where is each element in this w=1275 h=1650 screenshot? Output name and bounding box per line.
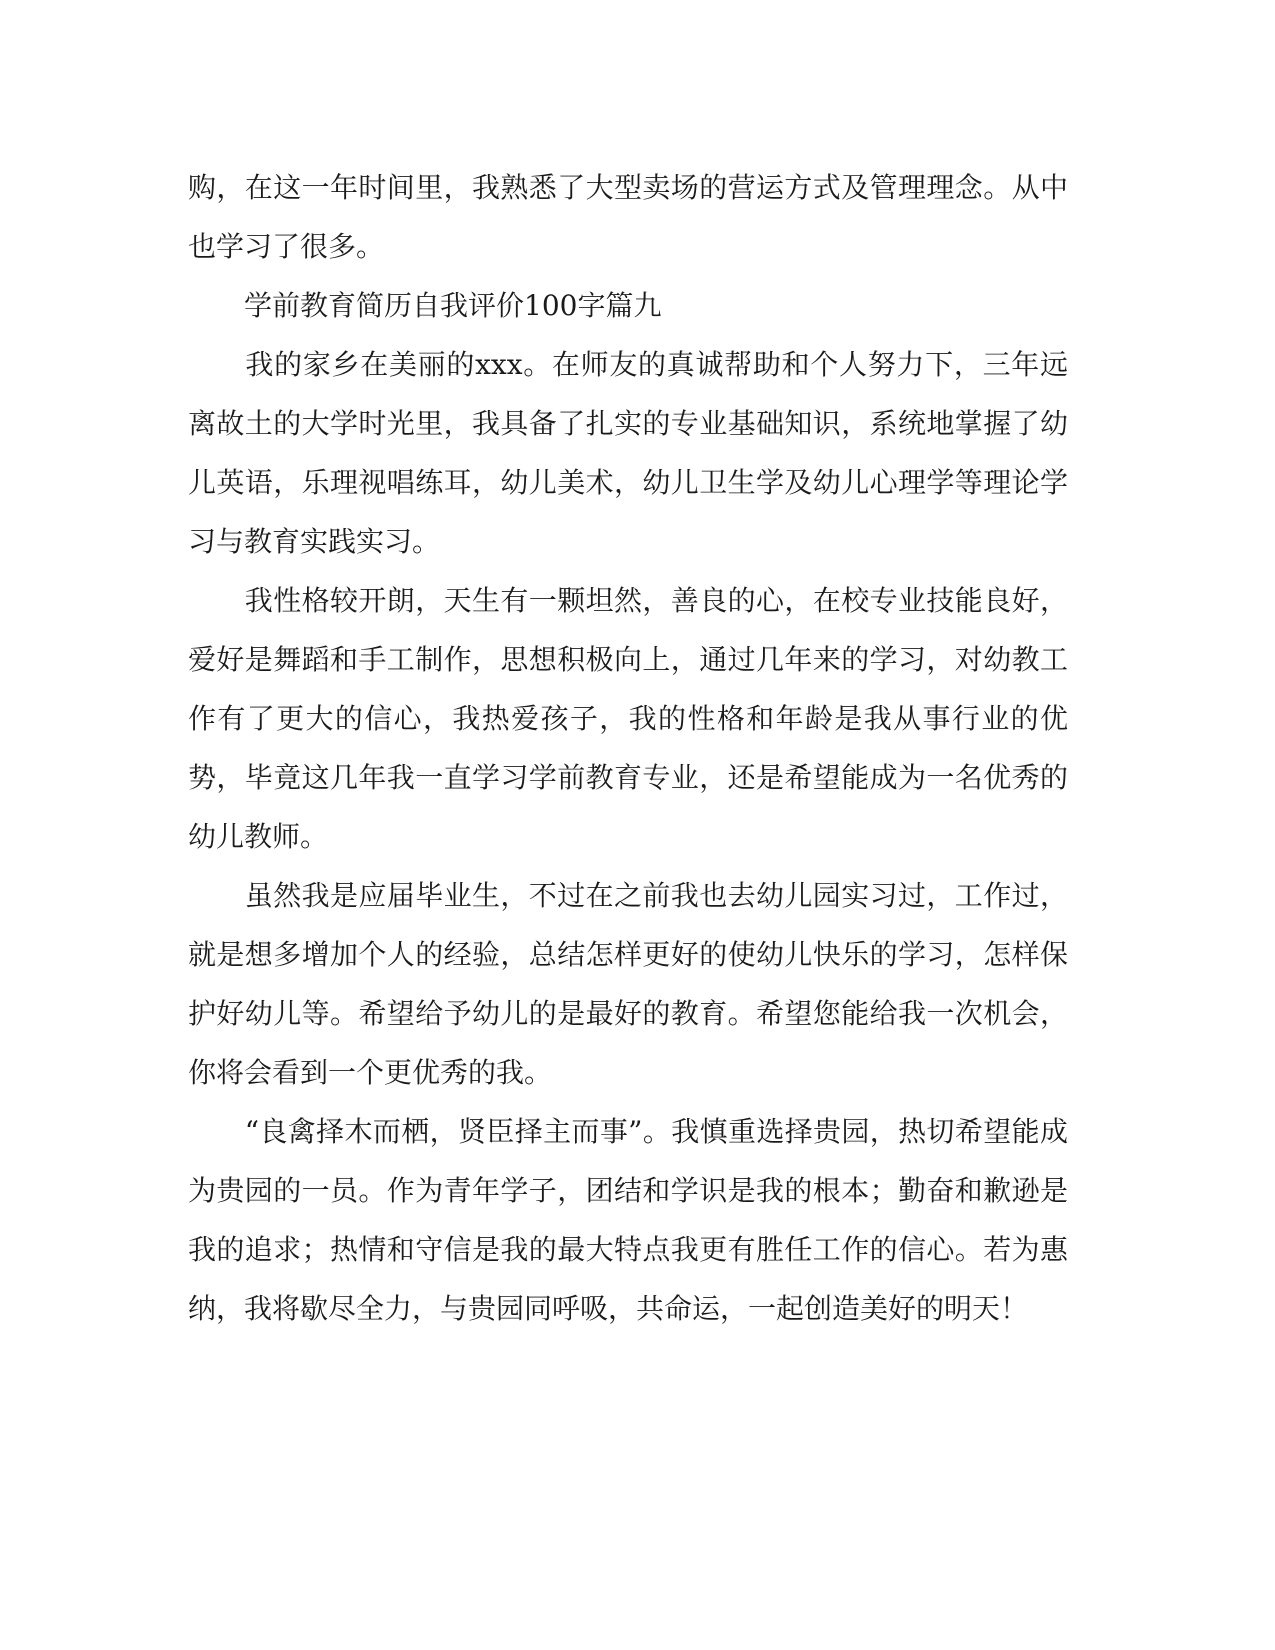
document-body [188, 158, 1068, 1338]
paragraph-hometown: 我的家乡在美丽的xxx。在师友的真诚帮助和个人努力下，三年远离故土的大学时光里，我具备了扎实的专业基础知识，系统地掌握了幼儿英语，乐理视唱练耳，幼儿美术，幼儿卫生学及幼儿心理学等理论学习与教育实践实习。 [188, 348, 1068, 558]
paragraph-continuation: 购，在这一年时间里，我熟悉了大型卖场的营运方式及管理理念。从中也学习了很多。 [188, 171, 1068, 263]
paragraph-experience: 虽然我是应届毕业生，不过在之前我也去幼儿园实习过，工作过，就是想多增加个人的经验，总结怎样更好的使幼儿快乐的学习，怎样保护好幼儿等。希望给予幼儿的是最好的教育。希望您能给我一次机会，你将会看到一个更优秀的我。 [188, 879, 1068, 1089]
section-heading: 学前教育简历自我评价100字篇九 [188, 289, 662, 322]
paragraph-closing: “良禽择木而栖，贤臣择主而事”。我慎重选择贵园，热切希望能成为贵园的一员。作为青年学子，团结和学识是我的根本；勤奋和歉逊是我的追求；热情和守信是我的最大特点我更有胜任工作的信心。若为惠纳，我将歇尽全力，与贵园同呼吸，共命运，一起创造美好的明天！ [188, 1115, 1068, 1325]
paragraph-personality: 我性格较开朗，天生有一颗坦然，善良的心，在校专业技能良好，爱好是舞蹈和手工制作，思想积极向上，通过几年来的学习，对幼教工作有了更大的信心，我热爱孩子，我的性格和年龄是我从事行业的优势，毕竟这几年我一直学习学前教育专业，还是希望能成为一名优秀的幼儿教师。 [188, 584, 1068, 853]
